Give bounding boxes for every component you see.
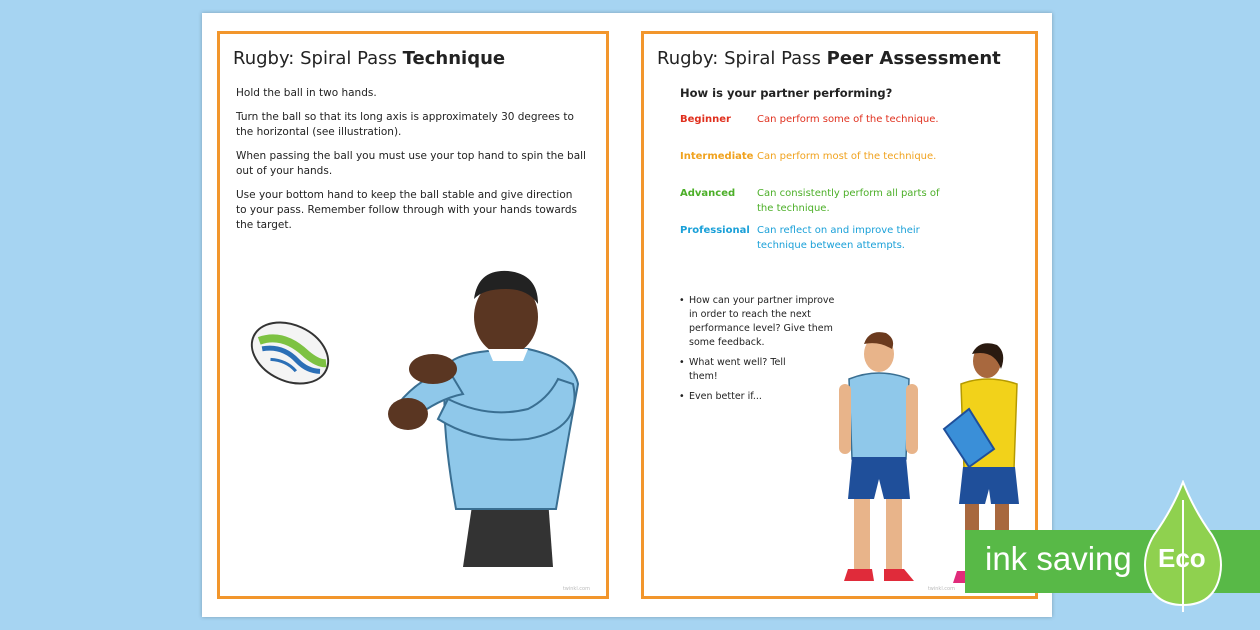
ink-saving-text: ink saving [985, 540, 1132, 577]
level-beginner: Beginner [680, 114, 731, 125]
worksheet-preview [202, 13, 1052, 617]
title-bold: Technique [402, 48, 506, 69]
instruction-4: Use your bottom hand to keep the ball stable and give direction to your pass. Remember follow through with your hands towards the target. [236, 189, 578, 231]
title-prefix: Rugby: Spiral Pass [233, 48, 403, 69]
instruction-1: Hold the ball in two hands. [236, 87, 377, 99]
peer-assessment-title [657, 48, 1001, 69]
title-prefix: Rugby: Spiral Pass [657, 48, 827, 69]
feedback-prompts [679, 294, 839, 410]
level-intermediate-description: Can perform most of the technique. [757, 151, 937, 162]
eco-label: Eco [1158, 543, 1206, 573]
technique-card-title [233, 48, 505, 69]
peer-assessment-card [641, 31, 1038, 599]
coach-illustration [834, 329, 924, 589]
level-intermediate: Intermediate [680, 151, 754, 162]
title-bold: Peer Assessment [826, 48, 1001, 69]
watermark: twinkl.com [927, 586, 955, 592]
level-advanced-description: Can consistently perform all parts of the technique. [757, 188, 940, 214]
feedback-prompt-1: • How can your partner improve in order to reach the next performance level? Give them some feedback. [679, 294, 839, 350]
rugby-player-illustration [378, 269, 598, 569]
instruction-2: Turn the ball so that its long axis is approximately 30 degrees to the horizontal (see illustration). [236, 111, 574, 138]
feedback-prompt-2: • What went well? Tell them! [679, 356, 789, 384]
rugby-ball-illustration [245, 317, 335, 389]
watermark: twinkl.com [562, 586, 590, 592]
level-professional-description: Can reflect on and improve their technique between attempts. [757, 225, 920, 251]
technique-card [217, 31, 609, 599]
level-advanced: Advanced [680, 188, 736, 199]
feedback-prompt-3: • Even better if... [679, 390, 839, 404]
assessment-question: How is your partner performing? [680, 86, 893, 100]
level-beginner-description: Can perform some of the technique. [757, 114, 939, 125]
instruction-3: When passing the ball you must use your top hand to spin the ball out of your hands. [236, 150, 586, 177]
level-professional: Professional [680, 225, 750, 236]
